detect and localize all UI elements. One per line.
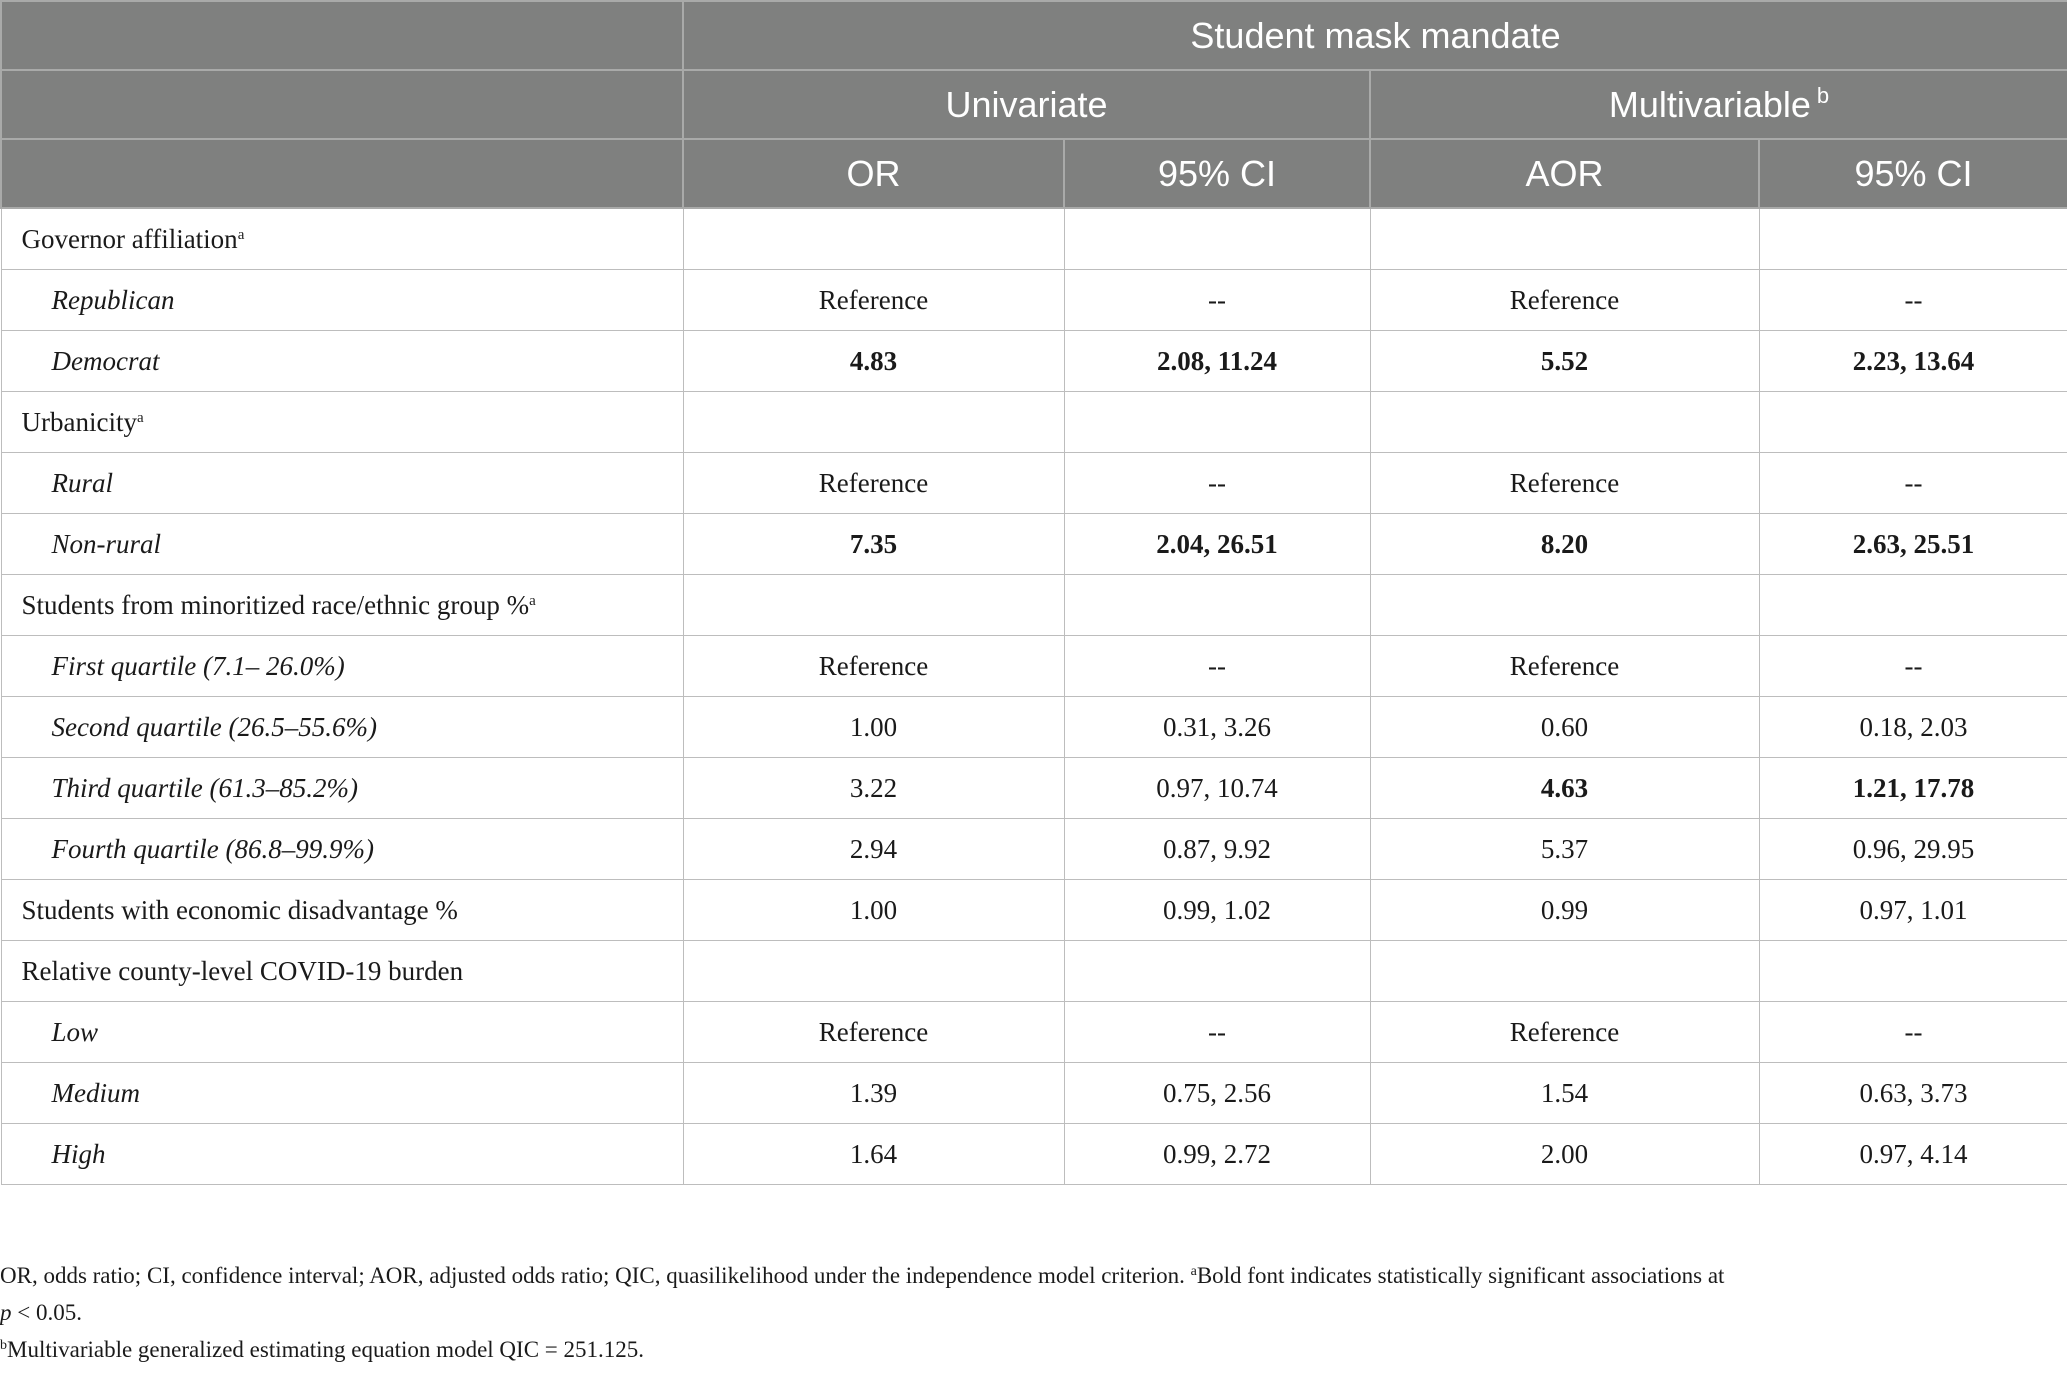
cell-ci-univariate: 2.04, 26.51 [1064,514,1370,575]
row-sublabel [1,1124,683,1185]
header-row-2 [1,70,2067,139]
footnote-p-value [0,1294,2040,1331]
cell-ci-multivariable: 2.23, 13.64 [1759,331,2067,392]
cell-aor: 4.63 [1370,758,1759,819]
cell-ci-multivariable: -- [1759,1002,2067,1063]
cell-aor: 5.52 [1370,331,1759,392]
table-row [1,636,2067,697]
footnote-abbreviations [0,1257,2040,1294]
row-sublabel [1,514,683,575]
row-label-text: Medium [51,1077,140,1108]
cell-ci-univariate: 0.99, 1.02 [1064,880,1370,941]
cell-ci-multivariable: 0.63, 3.73 [1759,1063,2067,1124]
cell-or: 1.00 [683,697,1064,758]
table-row [1,1063,2067,1124]
row-label-text: Republican [51,284,175,315]
table-row [1,514,2067,575]
table-footnotes [0,1257,2040,1368]
table-row [1,392,2067,453]
cell-ci-multivariable: -- [1759,270,2067,331]
row-label-text: Urbanicity [21,406,137,437]
cell-or: 4.83 [683,331,1064,392]
cell-aor [1370,392,1759,453]
cell-aor: 0.60 [1370,697,1759,758]
row-sublabel [1,1002,683,1063]
cell-or [683,208,1064,270]
footnote-p-threshold: < 0.05. [11,1300,82,1325]
cell-ci-multivariable: 2.63, 25.51 [1759,514,2067,575]
header-aor: AOR [1370,139,1759,208]
cell-or: Reference [683,1002,1064,1063]
cell-ci-multivariable: 1.21, 17.78 [1759,758,2067,819]
row-label [1,575,683,636]
cell-aor: 1.54 [1370,1063,1759,1124]
cell-ci-multivariable: -- [1759,636,2067,697]
cell-or: Reference [683,636,1064,697]
table-row [1,819,2067,880]
table-row [1,697,2067,758]
row-sublabel [1,758,683,819]
cell-aor [1370,575,1759,636]
cell-ci-univariate: -- [1064,270,1370,331]
cell-ci-univariate [1064,208,1370,270]
row-sublabel [1,697,683,758]
row-label-text: Democrat [51,345,160,376]
footnote-abbrev-text: OR, odds ratio; CI, confidence interval; AOR, adjusted odds ratio; QIC, quasilikelihood under the independence model criterion. [0,1263,1191,1288]
cell-or [683,941,1064,1002]
cell-ci-univariate: -- [1064,636,1370,697]
row-sublabel [1,636,683,697]
footnote-a-mark: a [1190,1264,1197,1279]
cell-ci-multivariable [1759,575,2067,636]
row-label-text: Fourth quartile (86.8–99.9%) [51,833,374,864]
cell-ci-univariate [1064,575,1370,636]
table-row [1,270,2067,331]
row-sublabel [1,331,683,392]
cell-or: 3.22 [683,758,1064,819]
cell-aor: Reference [1370,1002,1759,1063]
header-row-3 [1,139,2067,208]
footnote-b [0,1331,2040,1368]
header-empty-cell [1,139,683,208]
table-row [1,575,2067,636]
cell-aor: Reference [1370,270,1759,331]
row-sublabel [1,819,683,880]
header-row-1 [1,1,2067,70]
row-footnote-mark: a [529,592,536,609]
table-row [1,758,2067,819]
table-row [1,208,2067,270]
cell-or: 1.39 [683,1063,1064,1124]
cell-ci-multivariable [1759,392,2067,453]
header-or: OR [683,139,1064,208]
header-empty-cell [1,1,683,70]
cell-ci-multivariable: -- [1759,453,2067,514]
cell-or: Reference [683,453,1064,514]
footnote-b-text: Multivariable generalized estimating equation model QIC = 251.125. [7,1337,645,1362]
cell-ci-univariate: 0.75, 2.56 [1064,1063,1370,1124]
header-group-title: Student mask mandate [683,1,2067,70]
row-sublabel [1,270,683,331]
row-footnote-mark: a [237,226,245,243]
cell-ci-multivariable: 0.97, 1.01 [1759,880,2067,941]
cell-or: 1.64 [683,1124,1064,1185]
header-multivariable [1370,70,2067,139]
row-label-text: Students with economic disadvantage % [21,894,458,925]
header-univariate: Univariate [683,70,1370,139]
cell-aor: 2.00 [1370,1124,1759,1185]
cell-aor [1370,941,1759,1002]
table-row [1,331,2067,392]
row-label-text: Third quartile (61.3–85.2%) [51,772,358,803]
header-ci-univariate: 95% CI [1064,139,1370,208]
cell-ci-univariate: 0.97, 10.74 [1064,758,1370,819]
row-label [1,208,683,270]
cell-aor: 8.20 [1370,514,1759,575]
row-sublabel [1,1063,683,1124]
row-label-text: Low [51,1016,99,1047]
cell-ci-univariate: 0.31, 3.26 [1064,697,1370,758]
header-multivariable-label: Multivariable [1608,83,1811,125]
cell-or: 2.94 [683,819,1064,880]
row-label-text: Governor affiliation [21,223,238,254]
cell-aor: 0.99 [1370,880,1759,941]
cell-ci-univariate [1064,392,1370,453]
header-empty-cell [1,70,683,139]
cell-ci-multivariable: 0.18, 2.03 [1759,697,2067,758]
table-row [1,1124,2067,1185]
row-footnote-mark: a [136,409,144,426]
footnote-p-symbol: p [0,1300,12,1325]
row-label-text: Non-rural [51,528,162,559]
row-label [1,941,683,1002]
cell-or [683,575,1064,636]
footnote-b-mark: b [0,1338,7,1353]
row-sublabel [1,453,683,514]
cell-or [683,392,1064,453]
cell-ci-univariate: 0.87, 9.92 [1064,819,1370,880]
cell-ci-univariate: -- [1064,453,1370,514]
cell-ci-univariate: 0.99, 2.72 [1064,1124,1370,1185]
row-label-text: Rural [51,467,114,498]
cell-aor: 5.37 [1370,819,1759,880]
cell-ci-multivariable: 0.96, 29.95 [1759,819,2067,880]
row-label-text: First quartile (7.1– 26.0%) [51,650,345,681]
cell-or: 1.00 [683,880,1064,941]
table-row [1,880,2067,941]
row-label-text: Students from minoritized race/ethnic group % [21,589,530,620]
cell-aor: Reference [1370,636,1759,697]
cell-ci-univariate [1064,941,1370,1002]
table-row [1,453,2067,514]
cell-ci-multivariable [1759,941,2067,1002]
cell-or: 7.35 [683,514,1064,575]
cell-ci-multivariable [1759,208,2067,270]
table-body [1,208,2067,1185]
row-label [1,392,683,453]
table-row [1,1002,2067,1063]
row-label-text: High [51,1138,106,1169]
cell-ci-univariate: -- [1064,1002,1370,1063]
header-multivariable-footnote-mark: b [1816,82,1830,108]
cell-aor: Reference [1370,453,1759,514]
table-header [1,1,2067,208]
cell-or: Reference [683,270,1064,331]
row-label-text: Second quartile (26.5–55.6%) [51,711,377,742]
table-row [1,941,2067,1002]
cell-ci-multivariable: 0.97, 4.14 [1759,1124,2067,1185]
header-ci-multivariable: 95% CI [1759,139,2067,208]
cell-aor [1370,208,1759,270]
row-label-text: Relative county-level COVID-19 burden [21,955,464,986]
footnote-a-text: Bold font indicates statistically significant associations at [1196,1263,1725,1288]
cell-ci-univariate: 2.08, 11.24 [1064,331,1370,392]
row-label [1,880,683,941]
